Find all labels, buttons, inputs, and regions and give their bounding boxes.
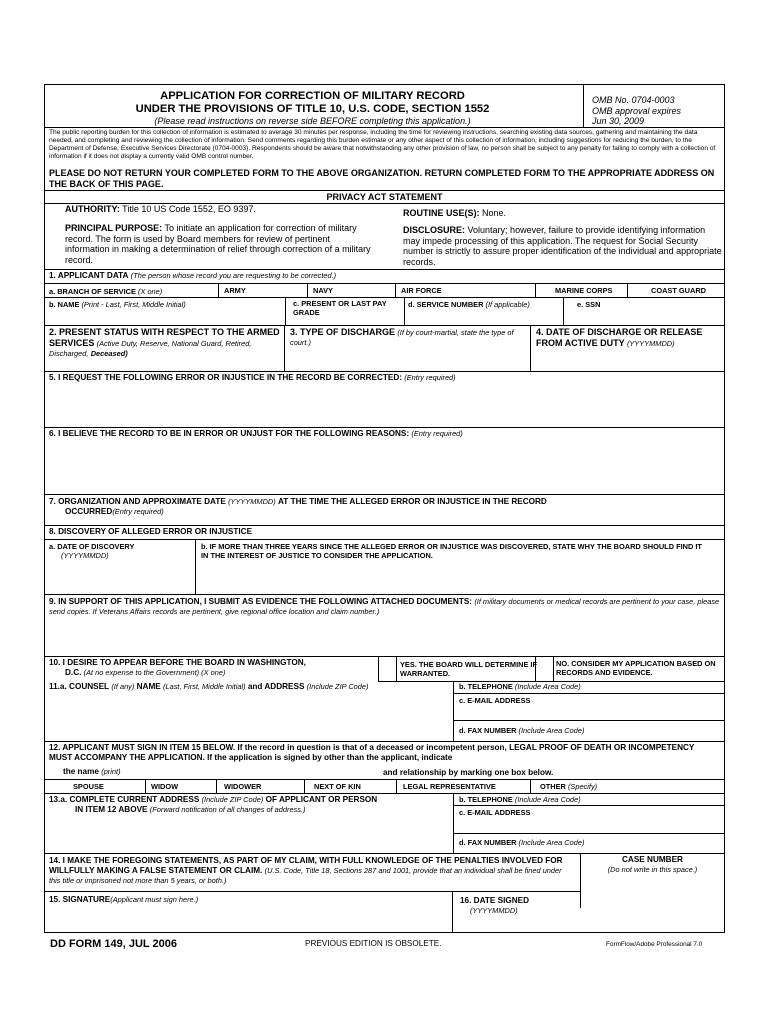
s6-title: 6. I BELIEVE THE RECORD TO BE IN ERROR OR UNJUST FOR THE FOLLOWING REASONS: [49,429,410,438]
branch-marine-corps-option[interactable]: MARINE CORPS [555,286,613,295]
counsel-email-field[interactable]: c. E-MAIL ADDRESS [459,696,531,705]
s8-title: 8. DISCOVERY OF ALLEGED ERROR OR INJUSTICE [49,527,253,536]
service-number-label: d. SERVICE NUMBER [408,300,484,309]
relationship-next-of-kin-option[interactable]: NEXT OF KIN [314,782,361,791]
signature-field[interactable] [45,891,452,933]
s11-phone-note: (Include Area Code) [514,682,581,691]
applicant-fax-field[interactable] [453,833,724,853]
s14-note: (U.S. Code, Title 18, Sections 287 and 1001, provide that an individual shall be fined under this title or imprisoned not more than 5 years, or both.) [49,866,562,885]
s1-title [49,271,336,281]
s12-other-label: OTHER [540,782,566,791]
representative-name-field[interactable] [45,765,380,779]
s15-title: 15. SIGNATURE [49,895,111,904]
branch-air-force-option[interactable]: AIR FORCE [401,286,442,295]
case-number-box [581,855,724,874]
name-field[interactable] [45,297,285,325]
appear-no-label: NO. CONSIDER MY APPLICATION BASED ON RECORDS AND EVIDENCE. [556,659,716,677]
omb-number: OMB No. 0704-0003 [592,95,675,105]
authority [65,204,375,215]
omb-block [592,95,681,127]
date-signed-field[interactable] [452,891,580,933]
burden-statement: The public reporting burden for this collection of information is estimated to average 30 minutes per response, including the time for reviewing instructions, searching existing data sources, gathering and maintaining the data needed, and completing and reviewing the collection of information. Send comments regarding this burden estimate or any other aspect of this collection of information, including suggestions for reducing the burden, to the Department of Defense, Executive Services Directorate (0704-0003). Respondents should be aware that notwithstanding any other provision of law, no person shall be subject to any penalty for failing to comply with a collection of information if it does not display a currently valid OMB control number. [49,129,716,160]
case-number-note: (Do not write in this space.) [607,865,698,874]
return-warning: PLEASE DO NOT RETURN YOUR COMPLETED FORM TO THE ABOVE ORGANIZATION. RETURN COMPLETED FORM TO THE APPROPRIATE ADDRESS ON THE BACK OF THIS PAGE. [49,168,715,189]
s8-a-note: (YYYYMMDD) [61,551,109,560]
s13-phone-label: b. TELEPHONE [459,795,513,804]
omb-expiration: Jun 30, 2009 [592,116,645,126]
s9-note: (If military documents or medical records are pertinent to your case, please send copies. If Veterans Affairs records are pertinent, give regional office location and claim number.) [49,597,720,616]
previous-edition-note: PREVIOUS EDITION IS OBSOLETE. [305,939,442,948]
s8-a-label: a. DATE OF DISCOVERY [49,542,135,551]
s14-title: 14. I MAKE THE FOREGOING STATEMENTS, AS PART OF MY CLAIM, WITH FULL KNOWLEDGE OF THE PENALTIES INVOLVED FOR WILLFULLY MAKING A FALSE STATEMENT OR CLAIM. [49,856,563,875]
branch-army-option[interactable]: ARMY [224,286,246,295]
s7-title-c: OCCURRED [65,507,113,516]
s10-title-a: 10. I DESIRE TO APPEAR BEFORE THE BOARD IN WASHINGTON, [49,658,306,667]
s3-title: 3. TYPE OF DISCHARGE [290,327,396,337]
s11-note-b: (Last, First, Middle Initial) [163,682,246,691]
service-number-field[interactable] [404,297,563,325]
s15-note: (Applicant must sign here.) [110,895,199,904]
relationship-spouse-option[interactable]: SPOUSE [73,782,104,791]
privacy-act-title: PRIVACY ACT STATEMENT [326,192,443,202]
s16-title: 16. DATE SIGNED [460,896,530,905]
s4-note: (YYYYMMDD) [626,339,675,348]
authority-text: Title 10 US Code 1552, EO 9397. [122,204,256,214]
s2-title: 2. PRESENT STATUS WITH RESPECT TO THE ARMED SERVICES [49,327,280,348]
s5-note: (Entry required) [404,373,456,382]
service-number-note: (If applicable) [485,300,530,309]
discharge-type-field[interactable] [284,325,530,371]
authority-label: AUTHORITY: [65,204,120,214]
applicant-telephone-field[interactable] [453,793,724,805]
reasons-field[interactable] [45,427,724,494]
s16-note: (YYYYMMDD) [470,906,518,915]
ssn-field[interactable]: e. SSN [577,300,601,309]
s12-name-label: the name [63,767,99,776]
s13-title-a: 13.a. COMPLETE CURRENT ADDRESS [49,795,200,804]
purpose-label: PRINCIPAL PURPOSE: [65,223,163,233]
s13-fax-note: (Include Area Code) [518,838,585,847]
s13-note-c: (Forward notification of all changes of address.) [149,805,306,814]
disclosure-label: DISCLOSURE: [403,225,466,235]
routine-text: None. [482,208,507,218]
error-correction-field[interactable] [45,371,724,427]
s10-title [49,658,384,678]
form-id: DD FORM 149, JUL 2006 [50,938,177,950]
software-note: FormFlow/Adobe Professional 7.0 [606,941,703,948]
branch-label-text: a. BRANCH OF SERVICE [49,287,136,296]
form-title-line1: APPLICATION FOR CORRECTION OF MILITARY RECORD [160,90,465,102]
branch-label-note: (X one) [138,287,163,296]
s6-note: (Entry required) [411,429,463,438]
disclosure-text: Voluntary; however, failure to provide identifying information may impede processing of this application. The request for Social Security number is strictly to assure proper identification of the individual and appropriate records. [403,225,722,267]
purpose-text: To initiate an application for correction of military record. The form is used by Board members for review of pertinent information in making a determination of relief through correction of a military record. [65,223,371,265]
s7-title-a: 7. ORGANIZATION AND APPROXIMATE DATE [49,497,226,506]
s13-title-c: IN ITEM 12 ABOVE [75,805,148,814]
s7-date-note: (YYYYMMDD) [228,497,276,506]
relationship-legal-representative-option[interactable]: LEGAL REPRESENTATIVE [403,782,496,791]
present-status-field[interactable] [45,325,284,371]
organization-date-field[interactable] [45,494,724,522]
disclosure [403,225,723,267]
principal-purpose [65,223,375,265]
s12-other-note: (Specify) [567,782,598,791]
branch-label [49,287,162,296]
evidence-documents-field[interactable] [45,594,724,656]
appear-yes-label: YES. THE BOARD WILL DETERMINE IF WARRANTED. [400,660,538,678]
s10-note: (At no expense to the Government) (X one) [83,668,226,677]
s11-fax-note: (Include Area Code) [518,726,585,735]
relationship-widow-option[interactable]: WIDOW [151,782,179,791]
discovery-justification-field[interactable]: b. IF MORE THAN THREE YEARS SINCE THE ALLEGED ERROR OR INJUSTICE WAS DISCOVERED, STATE WHY THE BOARD SHOULD FIND IT IN THE INTEREST OF JUSTICE TO CONSIDER THE APPLICATION. [201,542,702,560]
s11-title-c: and ADDRESS [247,682,305,691]
s13-note-a: (Include ZIP Code) [201,795,264,804]
s11-note-a: (If any) [111,682,135,691]
s3-note: (If by court-martial, state the type of court.) [290,328,514,347]
s9-title: 9. IN SUPPORT OF THIS APPLICATION, I SUBMIT AS EVIDENCE THE FOLLOWING ATTACHED DOCUMENTS: [49,597,473,606]
applicant-email-field[interactable]: c. E-MAIL ADDRESS [459,808,531,817]
s11-fax-label: d. FAX NUMBER [459,726,517,735]
branch-navy-option[interactable]: NAVY [313,286,333,295]
counsel-name-address-field[interactable] [45,681,453,741]
relationship-widower-option[interactable]: WIDOWER [224,782,262,791]
s12-relationship: and relationship by marking one box below. [383,768,554,777]
s2-note: (Active Duty, Reserve, National Guard, Retired, Discharged, [49,339,252,358]
relationship-other-option[interactable] [530,779,724,793]
branch-coast-guard-option[interactable]: COAST GUARD [651,286,707,295]
s5-title: 5. I REQUEST THE FOLLOWING ERROR OR INJUSTICE IN THE RECORD BE CORRECTED: [49,373,402,382]
s2-note-bold: Deceased) [90,349,128,358]
routine-label: ROUTINE USE(S): [403,208,480,218]
appear-yes-checkbox[interactable] [379,656,396,681]
s13-phone-note: (Include Area Code) [514,795,581,804]
form-subtitle: (Please read instructions on reverse side BEFORE completing this application.) [154,116,471,126]
discharge-date-field[interactable] [530,325,724,371]
routine-uses [403,208,721,219]
s13-fax-label: d. FAX NUMBER [459,838,517,847]
s13-title-b: OF APPLICANT OR PERSON [265,795,378,804]
counsel-fax-field[interactable] [453,720,724,741]
form-title-line2: UNDER THE PROVISIONS OF TITLE 10, U.S. CODE, SECTION 1552 [135,103,490,115]
s11-title-b: NAME [136,682,161,691]
applicant-address-field[interactable] [45,793,453,853]
s14-statement [49,856,569,886]
s7-note: (Entry required) [112,507,164,516]
s11-note-c: (Include ZIP Code) [306,682,369,691]
omb-approval-label: OMB approval expires [592,105,682,116]
counsel-telephone-field[interactable] [453,681,724,693]
s1-title-note: (The person whose record you are requesting to be corrected.) [130,271,337,280]
s11-title-a: 11.a. COUNSEL [49,682,110,691]
s1-title-text: 1. APPLICANT DATA [49,271,129,280]
appear-no-checkbox[interactable] [536,656,553,681]
s10-title-b: D.C. [65,668,82,677]
case-number-title: CASE NUMBER [622,855,683,864]
pay-grade-field[interactable]: c. PRESENT OR LAST PAY GRADE [293,299,387,317]
name-note: (Print - Last, First, Middle Initial) [81,300,186,309]
s7-title-b: AT THE TIME THE ALLEGED ERROR OR INJUSTICE IN THE RECORD [278,497,547,506]
s12-name-note: (print) [101,767,121,776]
s12-title: 12. APPLICANT MUST SIGN IN ITEM 15 BELOW. If the record in question is that of a deceased or incompetent person, LEGAL PROOF OF DEATH OR INCOMPETENCY MUST ACCOMPANY THE APPLICATION. If the application is signed by other than the applicant, indicate [49,743,695,762]
s11-phone-label: b. TELEPHONE [459,682,513,691]
name-label: b. NAME [49,300,80,309]
form-title [45,90,580,116]
s4-title: 4. DATE OF DISCHARGE OR RELEASE FROM ACTIVE DUTY [536,327,703,348]
dd-form-149 [44,84,725,933]
discovery-date-field[interactable] [45,539,195,594]
